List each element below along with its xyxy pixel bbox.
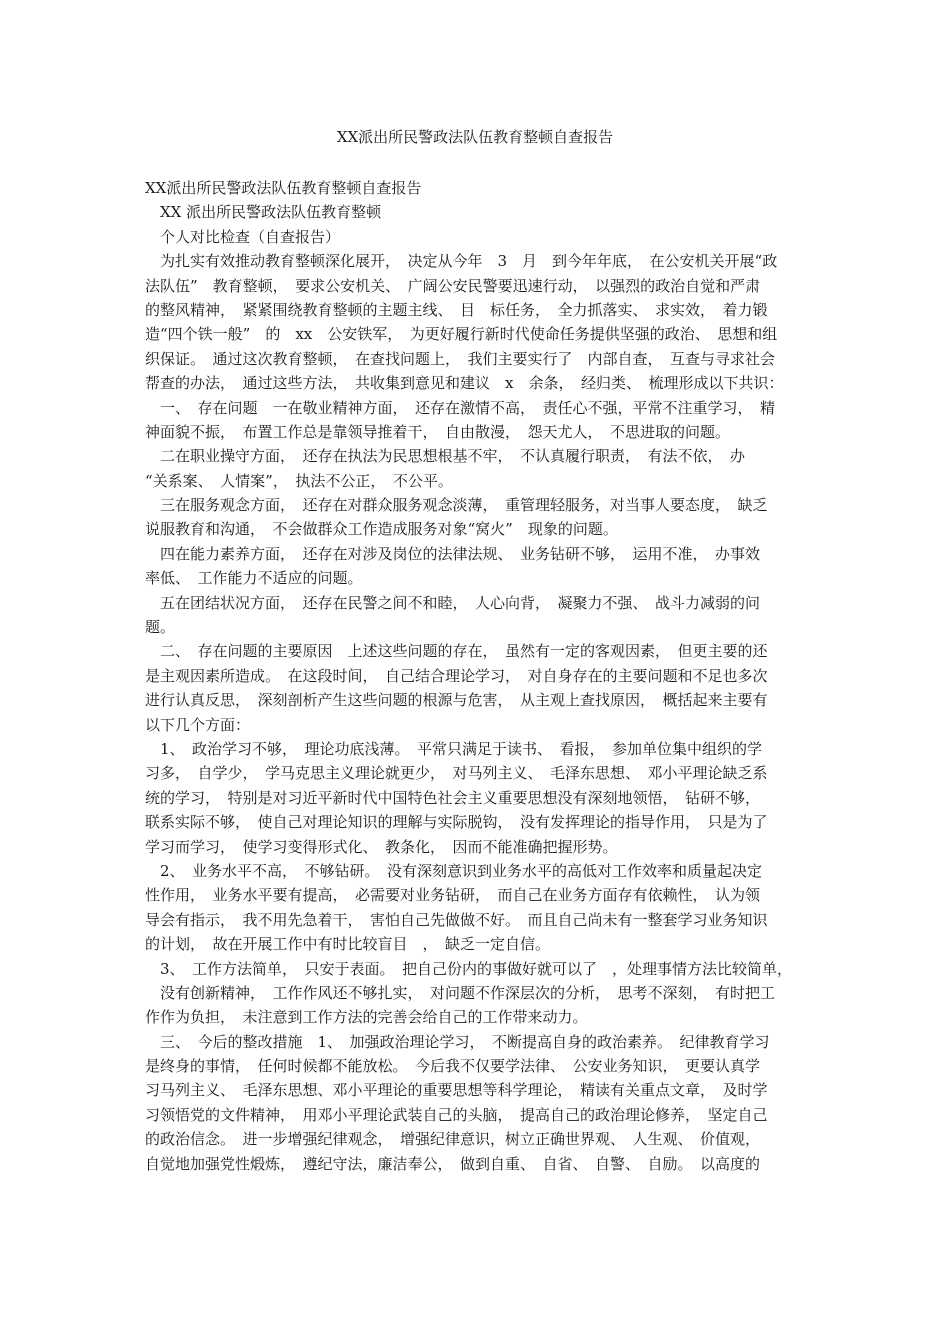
body-line: 法队伍” 教育整顿， 要求公安机关、 广阔公安民警要迅速行动， 以强烈的政治自觉和严肃 (145, 276, 761, 295)
body-line: 1、 政治学习不够， 理论功底浅薄。 平常只满足于读书、 看报， 参加单位集中组织的学 (145, 739, 763, 758)
body-line: 说服教育和沟通， 不会做群众工作造成服务对象“窝火” 现象的问题。 (145, 520, 618, 539)
body-line: 没有创新精神， 工作作风还不够扎实， 对问题不作深层次的分析， 思考不深刻， 有时把工 (145, 983, 776, 1002)
body-line: 是终身的事情， 任何时候都不能放松。 今后我不仅要学法律、 公安业务知识， 更要认真学 (145, 1057, 761, 1076)
body-line: 的计划， 故在开展工作中有时比较盲目 ， 缺乏一定自信。 (145, 935, 551, 954)
body-line: 二、 存在问题的主要原因 上述这些问题的存在， 虽然有一定的客观因素， 但更主要的还 (145, 642, 768, 661)
body-line: 的整风精神， 紧紧围绕教育整顿的主题主线、 目 标任务， 全力抓落实、 求实效， 着力锻 (145, 300, 768, 319)
body-line: XX派出所民警政法队伍教育整顿自查报告 (145, 179, 422, 197)
body-line: 3、 工作方法简单， 只安于表面。 把自己份内的事做好就可以了 ，处理事情方法比较简单， (145, 959, 793, 978)
body-line: 导会有指示， 我不用先急着干， 害怕自己先做做不好。 而且自己尚未有一整套学习业务知识 (145, 910, 768, 929)
body-line: 题。 (145, 618, 176, 637)
body-line: “关系案、 人情案”， 执法不公正， 不公平。 (145, 471, 453, 490)
body-line: 作作为负担， 未注意到工作方法的完善会给自己的工作带来动力。 (145, 1008, 588, 1027)
body-line: 2、 业务水平不高， 不够钻研。 没有深刻意识到业务水平的高低对工作效率和质量起决定 (145, 861, 763, 880)
body-line: 一、 存在问题 一在敬业精神方面， 还存在激情不高， 责任心不强，平常不注重学习， 精 (145, 398, 776, 417)
body-line: 五在团结状况方面， 还存在民警之间不和睦， 人心向背， 凝聚力不强、 战斗力减弱的问 (145, 593, 761, 612)
body-line: 习多， 自学少， 学马克思主义理论就更少， 对马列主义、 毛泽东思想、 邓小平理论缺乏系 (145, 764, 768, 783)
body-line: 性作用， 业务水平要有提高， 必需要对业务钻研， 而自己在业务方面存有依赖性， 认为领 (145, 886, 761, 905)
document-body (145, 176, 815, 1176)
body-line: 四在能力素养方面， 还存在对涉及岗位的法律法规、 业务钻研不够， 运用不准， 办事效 (145, 544, 761, 563)
body-line: 造“四个铁一般” 的 xx 公安铁军， 为更好履行新时代使命任务提供坚强的政治、 思想和组 (145, 325, 778, 344)
body-line: 习马列主义、 毛泽东思想、邓小平理论的重要思想等科学理论， 精读有关重点文章， 及时学 (145, 1081, 768, 1100)
body-line: 习领悟党的文件精神， 用邓小平理论武装自己的头脑， 提高自己的政治理论修养， 坚定自己 (145, 1105, 768, 1124)
body-line: XX 派出所民警政法队伍教育整顿 (145, 203, 382, 222)
body-line: 进行认真反思， 深刻剖析产生这些问题的根源与危害， 从主观上查找原因， 概括起来主要有 (145, 691, 768, 710)
body-line: 联系实际不够， 使自己对理论知识的理解与实际脱钩， 没有发挥理论的指导作用， 只是为了 (145, 813, 768, 832)
body-line: 以下几个方面： (145, 715, 251, 734)
body-line: 三在服务观念方面， 还存在对群众服务观念淡薄， 重管理轻服务，对当事人要态度， 缺乏 (145, 496, 768, 515)
body-line: 率低、 工作能力不适应的问题。 (145, 569, 363, 588)
body-line: 的政治信念。 进一步增强纪律观念， 增强纪律意识，树立正确世界观、 人生观、 价值观， (145, 1130, 761, 1149)
body-line: 二在职业操守方面， 还存在执法为民思想根基不牢， 不认真履行职责， 有法不依， 办 (145, 447, 746, 466)
body-line: 为扎实有效推动教育整顿深化展开， 决定从今年 3 月 到今年年底， 在公安机关开展“政 (145, 252, 778, 271)
document-title: XX派出所民警政法队伍教育整顿自查报告 (336, 128, 614, 146)
body-line: 神面貌不振， 布置工作总是靠领导推着干， 自由散漫， 怨天尤人， 不思进取的问题。 (145, 422, 731, 441)
body-line: 织保证。 通过这次教育整顿， 在查找问题上， 我们主要实行了 内部自查， 互查与寻求社会 (145, 349, 776, 368)
body-line: 三、 今后的整改措施 1、 加强政治理论学习， 不断提高自身的政治素养。 纪律教育学习 (145, 1032, 770, 1051)
body-line: 个人对比检查（自查报告） (145, 227, 341, 246)
body-line: 自觉地加强党性煅炼， 遵纪守法，廉洁奉公， 做到自重、 自省、 自警、 自励。 以高度的 (145, 1154, 761, 1173)
body-line: 帮查的办法， 通过这些方法， 共收集到意见和建议 x 余条， 经归类、 梳理形成以下共识： (145, 374, 784, 393)
body-line: 学习而学习， 使学习变得形式化、 教条化， 因而不能准确把握形势。 (145, 837, 618, 856)
body-line: 统的学习， 特别是对习近平新时代中国特色社会主义重要思想没有深刻地领悟， 钻研不够， (145, 788, 761, 807)
body-line: 是主观因素所造成。 在这段时间， 自己结合理论学习， 对自身存在的主要问题和不足也多次 (145, 666, 768, 685)
